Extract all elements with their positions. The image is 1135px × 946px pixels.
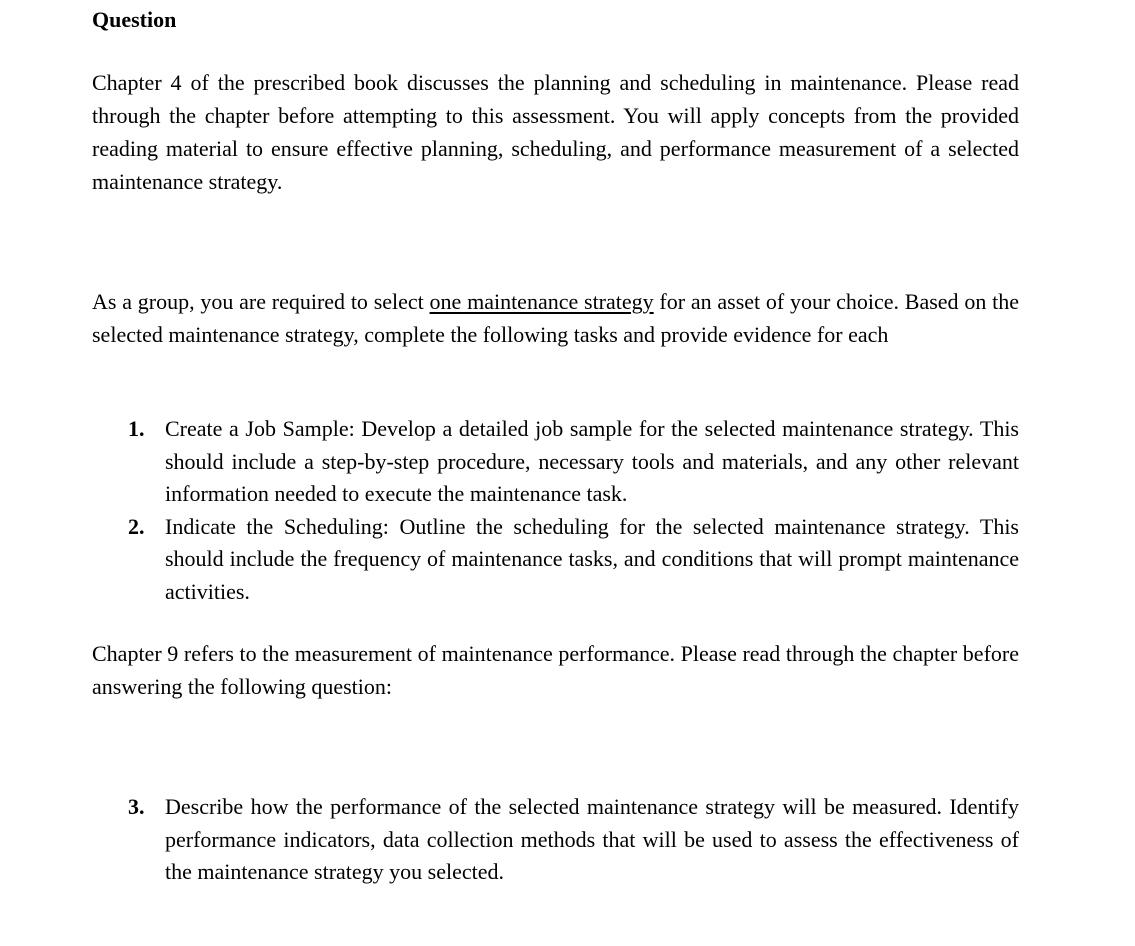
task-item-2 xyxy=(128,511,1019,609)
underlined-strategy-text: one maintenance strategy xyxy=(429,289,654,314)
task-text: Indicate the Scheduling: Outline the scheduling for the selected maintenance strategy. This should include the frequency of maintenance tasks, and conditions that will prompt maintenance activities. xyxy=(165,513,1019,604)
task-number: 3. xyxy=(128,794,145,819)
instructions-text-after: for an asset of your choice. Based on the selected maintenance strategy, complete the following tasks and provide evidence for each xyxy=(92,289,1019,347)
instructions-paragraph xyxy=(92,285,1019,351)
performance-paragraph: Chapter 9 refers to the measurement of maintenance performance. Please read through the chapter before answering the following question: xyxy=(92,641,1019,699)
task-list-2 xyxy=(128,791,1019,889)
task-list xyxy=(128,413,1019,608)
instructions-text-before: As a group, you are required to select xyxy=(92,289,430,314)
task-number: 2. xyxy=(128,513,145,539)
question-heading: Question xyxy=(92,7,177,32)
task-number: 1. xyxy=(128,416,145,441)
task-item-3 xyxy=(128,791,1019,889)
task-text: Create a Job Sample: Develop a detailed job sample for the selected maintenance strategy. This should include a step-by-step procedure, necessary tools and materials, and any other relevant information needed to execute the maintenance task. xyxy=(165,416,1019,506)
task-text: Describe how the performance of the selected maintenance strategy will be measured. Identify performance indicators, data collection methods that will be used to assess the effectiveness of the maintenance strategy you selected. xyxy=(165,794,1019,884)
intro-paragraph: Chapter 4 of the prescribed book discusses the planning and scheduling in maintenance. Please read through the chapter before attempting to this assessment. You will apply concepts from the provided reading material to ensure effective planning, scheduling, and performance measurement of a selected maintenance strategy. xyxy=(92,70,1019,194)
task-item-1 xyxy=(128,413,1019,511)
